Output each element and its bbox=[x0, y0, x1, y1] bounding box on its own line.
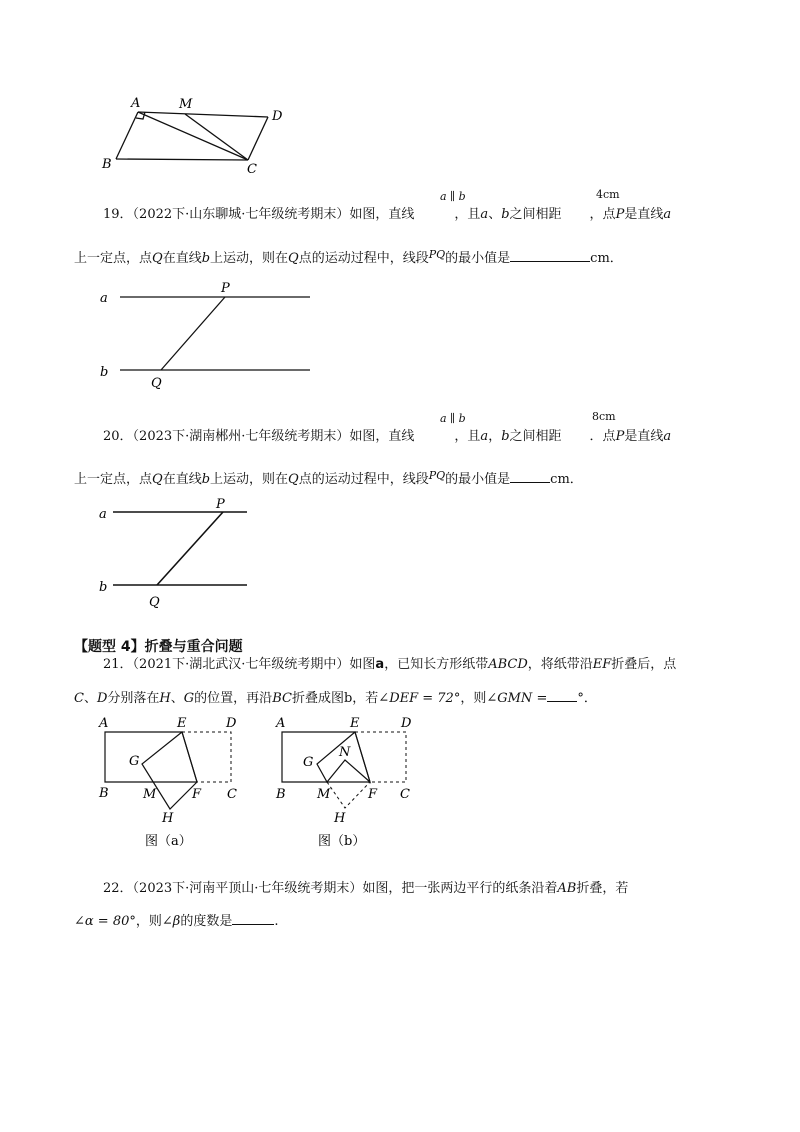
label-a: a bbox=[99, 507, 107, 522]
label-N: N bbox=[339, 745, 351, 760]
q20-number: 20． bbox=[103, 429, 133, 444]
label-M: M bbox=[179, 97, 193, 112]
q20-line-1: 20．（2023下·湖南郴州·七年级统考期末）如图，直线 ，且a，b之间相距 ．点P是直线a bbox=[103, 429, 672, 444]
section-title: 【题型 4】折叠与重合问题 bbox=[74, 639, 243, 655]
label-E: E bbox=[177, 716, 187, 731]
q22-line-1: 22．（2023下·河南平顶山·七年级统考期末）如图，把一张两边平行的纸条沿着AB折叠，若 bbox=[103, 881, 629, 896]
label-A: A bbox=[276, 716, 286, 731]
figure-parallelogram bbox=[90, 90, 310, 180]
label-M: M bbox=[317, 787, 331, 802]
label-Q: Q bbox=[151, 376, 162, 390]
label-M: M bbox=[143, 787, 157, 802]
label-C: C bbox=[247, 162, 257, 177]
label-D: D bbox=[226, 716, 237, 731]
q19-answer-blank[interactable] bbox=[510, 247, 590, 262]
q20-line-2: 上一定点，点Q在直线b上运动，则在Q点的运动过程中，线段$^{PQ}$的最小值是 cm． bbox=[74, 469, 583, 487]
label-Q: Q bbox=[149, 595, 160, 610]
label-C: C bbox=[400, 787, 410, 802]
label-D: D bbox=[272, 109, 283, 124]
figure-19 bbox=[95, 275, 325, 390]
label-F: F bbox=[368, 787, 378, 802]
label-H: H bbox=[334, 811, 346, 826]
label-G: G bbox=[303, 755, 314, 770]
figure-20 bbox=[95, 492, 265, 612]
label-a: a bbox=[100, 291, 108, 306]
q21-line-2: C、D分别落在H、G的位置，再沿BC折叠成图b，若∠DEF = 72°，则∠GMN = °． bbox=[74, 687, 597, 708]
label-B: B bbox=[99, 786, 109, 801]
q21-line-1: 21．（2021下·湖北武汉·七年级统考期中）如图a，已知长方形纸带ABCD，将纸带沿EF折叠后，点 bbox=[103, 657, 677, 672]
q19-parallel-label: a ∥ b bbox=[440, 190, 466, 203]
figure-21a bbox=[95, 712, 250, 852]
label-B: B bbox=[276, 787, 286, 802]
label-A: A bbox=[131, 96, 141, 111]
caption-b: 图（b） bbox=[318, 834, 366, 849]
q19-distance-label: 4cm bbox=[596, 188, 620, 201]
label-F: F bbox=[192, 787, 202, 802]
label-B: B bbox=[102, 157, 112, 172]
label-G: G bbox=[129, 754, 140, 769]
q22-line-2: ∠α = 80°，则∠β的度数是 . bbox=[74, 910, 278, 931]
label-P: P bbox=[221, 281, 230, 296]
q20-parallel-label: a ∥ b bbox=[440, 412, 466, 425]
q19-line-1: 19．（2022下·山东聊城·七年级统考期末）如图，直线 ，且a、b之间相距 ，点P是直线a bbox=[103, 207, 672, 222]
q19-line-2: 上一定点，点Q在直线b上运动，则在Q点的运动过程中，线段$^{PQ}$的最小值是 cm． bbox=[74, 248, 623, 266]
caption-a: 图（a） bbox=[145, 834, 192, 849]
label-E: E bbox=[350, 716, 360, 731]
q19-source: （2022下·山东聊城·七年级统考期末）如图，直线 bbox=[132, 207, 415, 222]
label-H: H bbox=[162, 811, 174, 826]
q20-source: （2023下·湖南郴州·七年级统考期末）如图，直线 bbox=[132, 429, 415, 444]
label-A: A bbox=[99, 716, 109, 731]
label-P: P bbox=[216, 497, 225, 512]
label-D: D bbox=[401, 716, 412, 731]
label-b: b bbox=[99, 580, 108, 595]
q19-number: 19． bbox=[103, 207, 133, 222]
question-20 bbox=[103, 410, 703, 460]
label-C: C bbox=[227, 787, 237, 802]
q20-distance-label: 8cm bbox=[592, 410, 616, 423]
q21-answer-blank[interactable] bbox=[547, 687, 577, 702]
q22-answer-blank[interactable] bbox=[232, 910, 274, 925]
q20-answer-blank[interactable] bbox=[510, 468, 550, 483]
figure-21b bbox=[272, 712, 427, 852]
label-b: b bbox=[100, 365, 109, 380]
